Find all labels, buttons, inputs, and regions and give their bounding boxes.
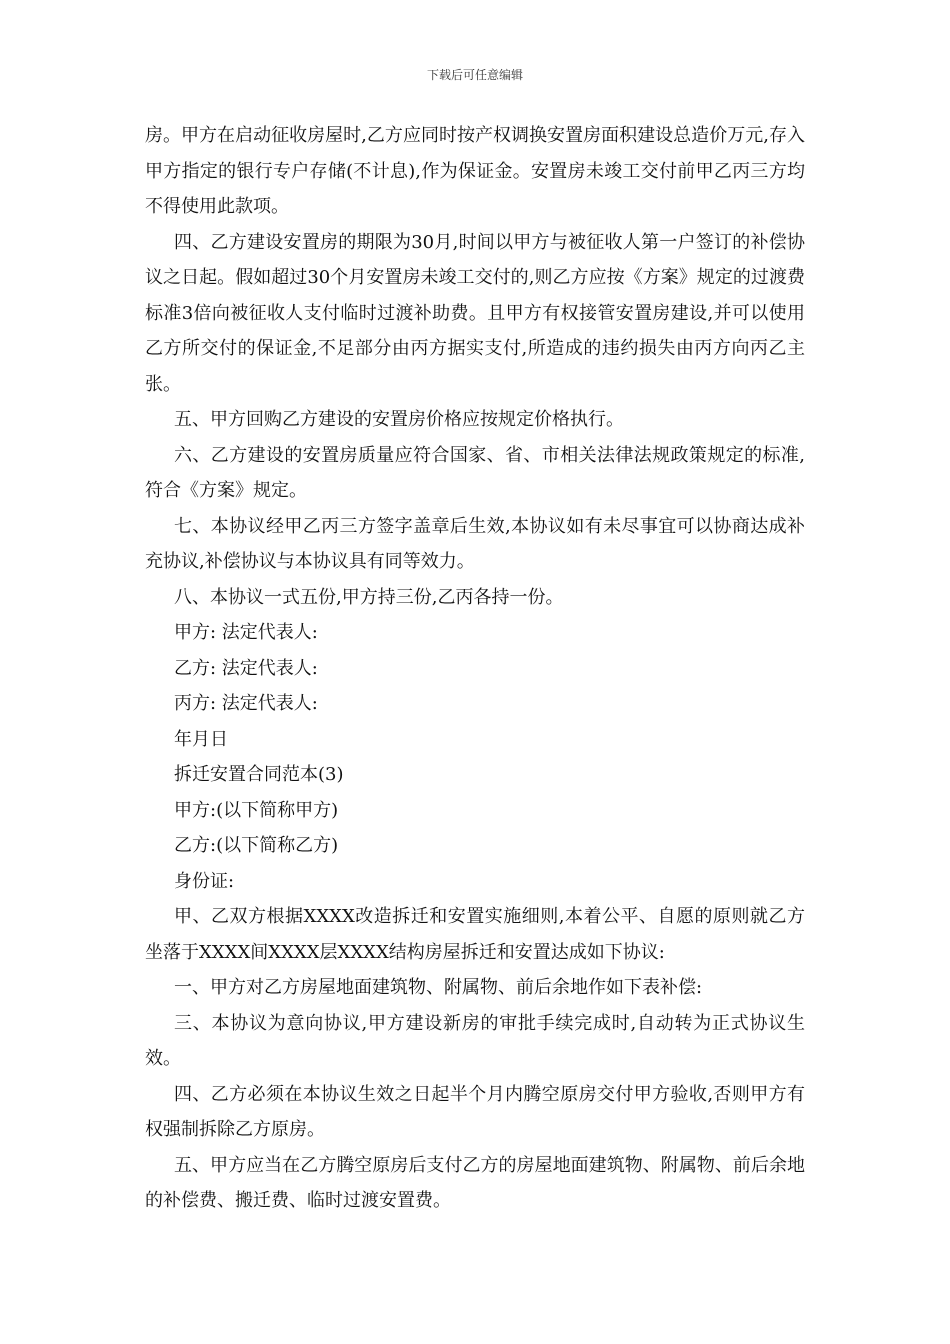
paragraph-deposit: 房。甲方在启动征收房屋时,乙方应同时按产权调换安置房面积建设总造价万元,存入甲方指定的银行专户存储(不计息),作为保证金。安置房未竣工交付前甲乙丙三方均不得使用此款项。 bbox=[145, 125, 805, 217]
document-body bbox=[145, 118, 805, 1219]
paragraph-preamble: 甲、乙双方根据XXXX改造拆迁和安置实施细则,本着公平、自愿的原则就乙方坐落于XXXX间XXXX层XXXX结构房屋拆迁和安置达成如下协议: bbox=[145, 906, 805, 963]
paragraph-clause-4: 四、乙方建设安置房的期限为30月,时间以甲方与被征收人第一户签订的补偿协议之日起。假如超过30个月安置房未竣工交付的,则乙方应按《方案》规定的过渡费标准3倍向被征收人支付临时过渡补助费。且甲方有权接管安置房建设,并可以使用乙方所交付的保证金,不足部分由丙方据实支付,所造成的违约损失由丙方向丙乙主张。 bbox=[145, 231, 805, 395]
signature-party-c: 丙方: 法定代表人: bbox=[174, 693, 318, 714]
contract-title: 拆迁安置合同范本(3) bbox=[174, 764, 344, 785]
paragraph-clause-6: 六、乙方建设的安置房质量应符合国家、省、市相关法律法规政策规定的标准,符合《方案》规定。 bbox=[145, 444, 805, 501]
paragraph-clause-7: 七、本协议经甲乙丙三方签字盖章后生效,本协议如有未尽事宜可以协商达成补充协议,补偿协议与本协议具有同等效力。 bbox=[145, 515, 805, 572]
page-header: 下载后可任意编辑 bbox=[426, 68, 523, 82]
signature-party-a: 甲方: 法定代表人: bbox=[174, 622, 318, 643]
party-a-line: 甲方:(以下简称甲方) bbox=[174, 799, 339, 821]
party-b-line: 乙方:(以下简称乙方) bbox=[174, 835, 339, 856]
paragraph-item-4: 四、乙方必须在本协议生效之日起半个月内腾空原房交付甲方验收,否则甲方有权强制拆除乙方原房。 bbox=[145, 1083, 805, 1140]
paragraph-clause-8: 八、本协议一式五份,甲方持三份,乙丙各持一份。 bbox=[174, 586, 564, 608]
signature-party-b: 乙方: 法定代表人: bbox=[174, 657, 318, 679]
paragraph-item-1: 一、甲方对乙方房屋地面建筑物、附属物、前后余地作如下表补偿: bbox=[174, 977, 703, 998]
paragraph-clause-5: 五、甲方回购乙方建设的安置房价格应按规定价格执行。 bbox=[174, 409, 624, 430]
paragraph-item-5: 五、甲方应当在乙方腾空原房后支付乙方的房屋地面建筑物、附属物、前后余地的补偿费、搬迁费、临时过渡安置费。 bbox=[145, 1154, 805, 1211]
paragraph-item-3: 三、本协议为意向协议,甲方建设新房的审批手续完成时,自动转为正式协议生效。 bbox=[145, 1012, 805, 1069]
id-card-line: 身份证: bbox=[174, 870, 235, 892]
date-line: 年月日 bbox=[174, 728, 228, 750]
